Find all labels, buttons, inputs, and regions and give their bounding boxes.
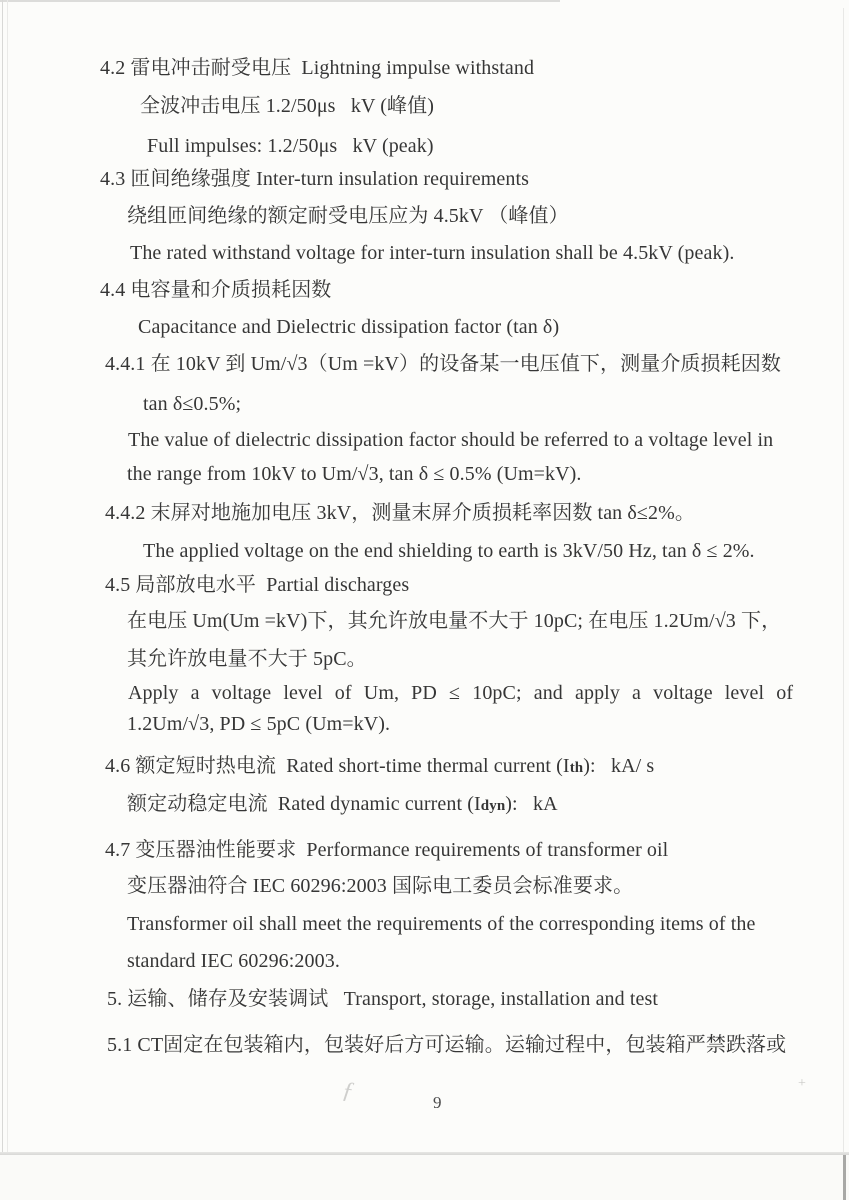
line-pd-en-1: Apply a voltage level of Um, PD ≤ 10pC; and apply a voltage level of — [128, 682, 794, 704]
scan-below-page — [0, 1155, 849, 1200]
scan-edge-top — [0, 0, 560, 2]
line-seg-idyn-prefix: 额定动稳定电流 Rated dynamic current (I — [127, 793, 481, 815]
heading-4-4-2: 4.4.2 末屏对地施加电压 3kV，测量末屏介质损耗率因数 tan δ≤2%。 — [105, 502, 695, 524]
heading-4-5: 4.5 局部放电水平 Partial discharges — [105, 574, 410, 596]
subscript-th: th — [569, 760, 584, 776]
plus-mark-artifact: + — [798, 1076, 806, 1091]
line-pd-zh-2: 其允许放电量不大于 5pC。 — [127, 648, 367, 670]
heading-4-6 — [105, 753, 654, 781]
scan-corner-strip — [843, 1155, 846, 1200]
line-capacitance-en: Capacitance and Dielectric dissipation factor (tan δ) — [138, 316, 560, 338]
pen-mark-artifact: ƒ — [340, 1077, 356, 1105]
line-dissipation-en-2: the range from 10kV to Um/√3, tan δ ≤ 0.5% (Um=kV). — [127, 463, 582, 485]
line-seg-ith-prefix: 4.6 额定短时热电流 Rated short-time thermal current (I — [105, 755, 570, 777]
line-idyn — [127, 791, 558, 819]
heading-5: 5. 运输、储存及安装调试 Transport, storage, installation and test — [107, 988, 659, 1010]
scan-edge-left-inner — [7, 0, 8, 1153]
line-dissipation-en-1: The value of dielectric dissipation factor should be referred to a voltage level in — [128, 429, 774, 451]
heading-4-4-1: 4.4.1 在 10kV 到 Um/√3（Um =kV）的设备某一电压值下，测量介质损耗因数 — [105, 353, 781, 375]
heading-4-7: 4.7 变压器油性能要求 Performance requirements of transformer oil — [105, 839, 669, 861]
line-full-impulse-en: Full impulses: 1.2/50μs kV (peak) — [147, 135, 434, 157]
page-number: 9 — [433, 1093, 442, 1112]
heading-4-4: 4.4 电容量和介质损耗因数 — [100, 279, 332, 301]
line-oil-en-2: standard IEC 60296:2003. — [127, 950, 340, 972]
scan-edge-right — [843, 8, 844, 1153]
line-interturn-en: The rated withstand voltage for inter-turn insulation shall be 4.5kV (peak). — [130, 242, 735, 264]
line-pd-zh-1: 在电压 Um(Um =kV)下，其允许放电量不大于 10pC; 在电压 1.2Um/√3 下， — [127, 610, 782, 632]
line-end-shielding-en: The applied voltage on the end shielding to earth is 3kV/50 Hz, tan δ ≤ 2%. — [143, 540, 755, 562]
heading-4-2: 4.2 雷电冲击耐受电压 Lightning impulse withstand — [100, 57, 535, 79]
line-full-impulse-zh: 全波冲击电压 1.2/50μs kV (峰值) — [140, 95, 434, 117]
line-seg-idyn-suffix: ): kA — [505, 793, 558, 815]
line-oil-en-1: Transformer oil shall meet the requirements of the corresponding items of the — [127, 913, 756, 935]
line-seg-ith-suffix: ): kA/ s — [583, 755, 655, 777]
line-oil-zh: 变压器油符合 IEC 60296:2003 国际电工委员会标准要求。 — [127, 875, 634, 897]
heading-4-3: 4.3 匝间绝缘强度 Inter-turn insulation requirements — [100, 168, 530, 190]
line-tan-delta: tan δ≤0.5%; — [143, 393, 242, 415]
subscript-dyn: dyn — [480, 798, 506, 814]
line-interturn-zh: 绕组匝间绝缘的额定耐受电压应为 4.5kV （峰值） — [127, 205, 569, 227]
scan-edge-left — [2, 0, 3, 1153]
line-pd-en-2: 1.2Um/√3, PD ≤ 5pC (Um=kV). — [127, 713, 391, 735]
heading-5-1: 5.1 CT固定在包装箱内，包装好后方可运输。运输过程中，包装箱严禁跌落或 — [107, 1034, 787, 1056]
